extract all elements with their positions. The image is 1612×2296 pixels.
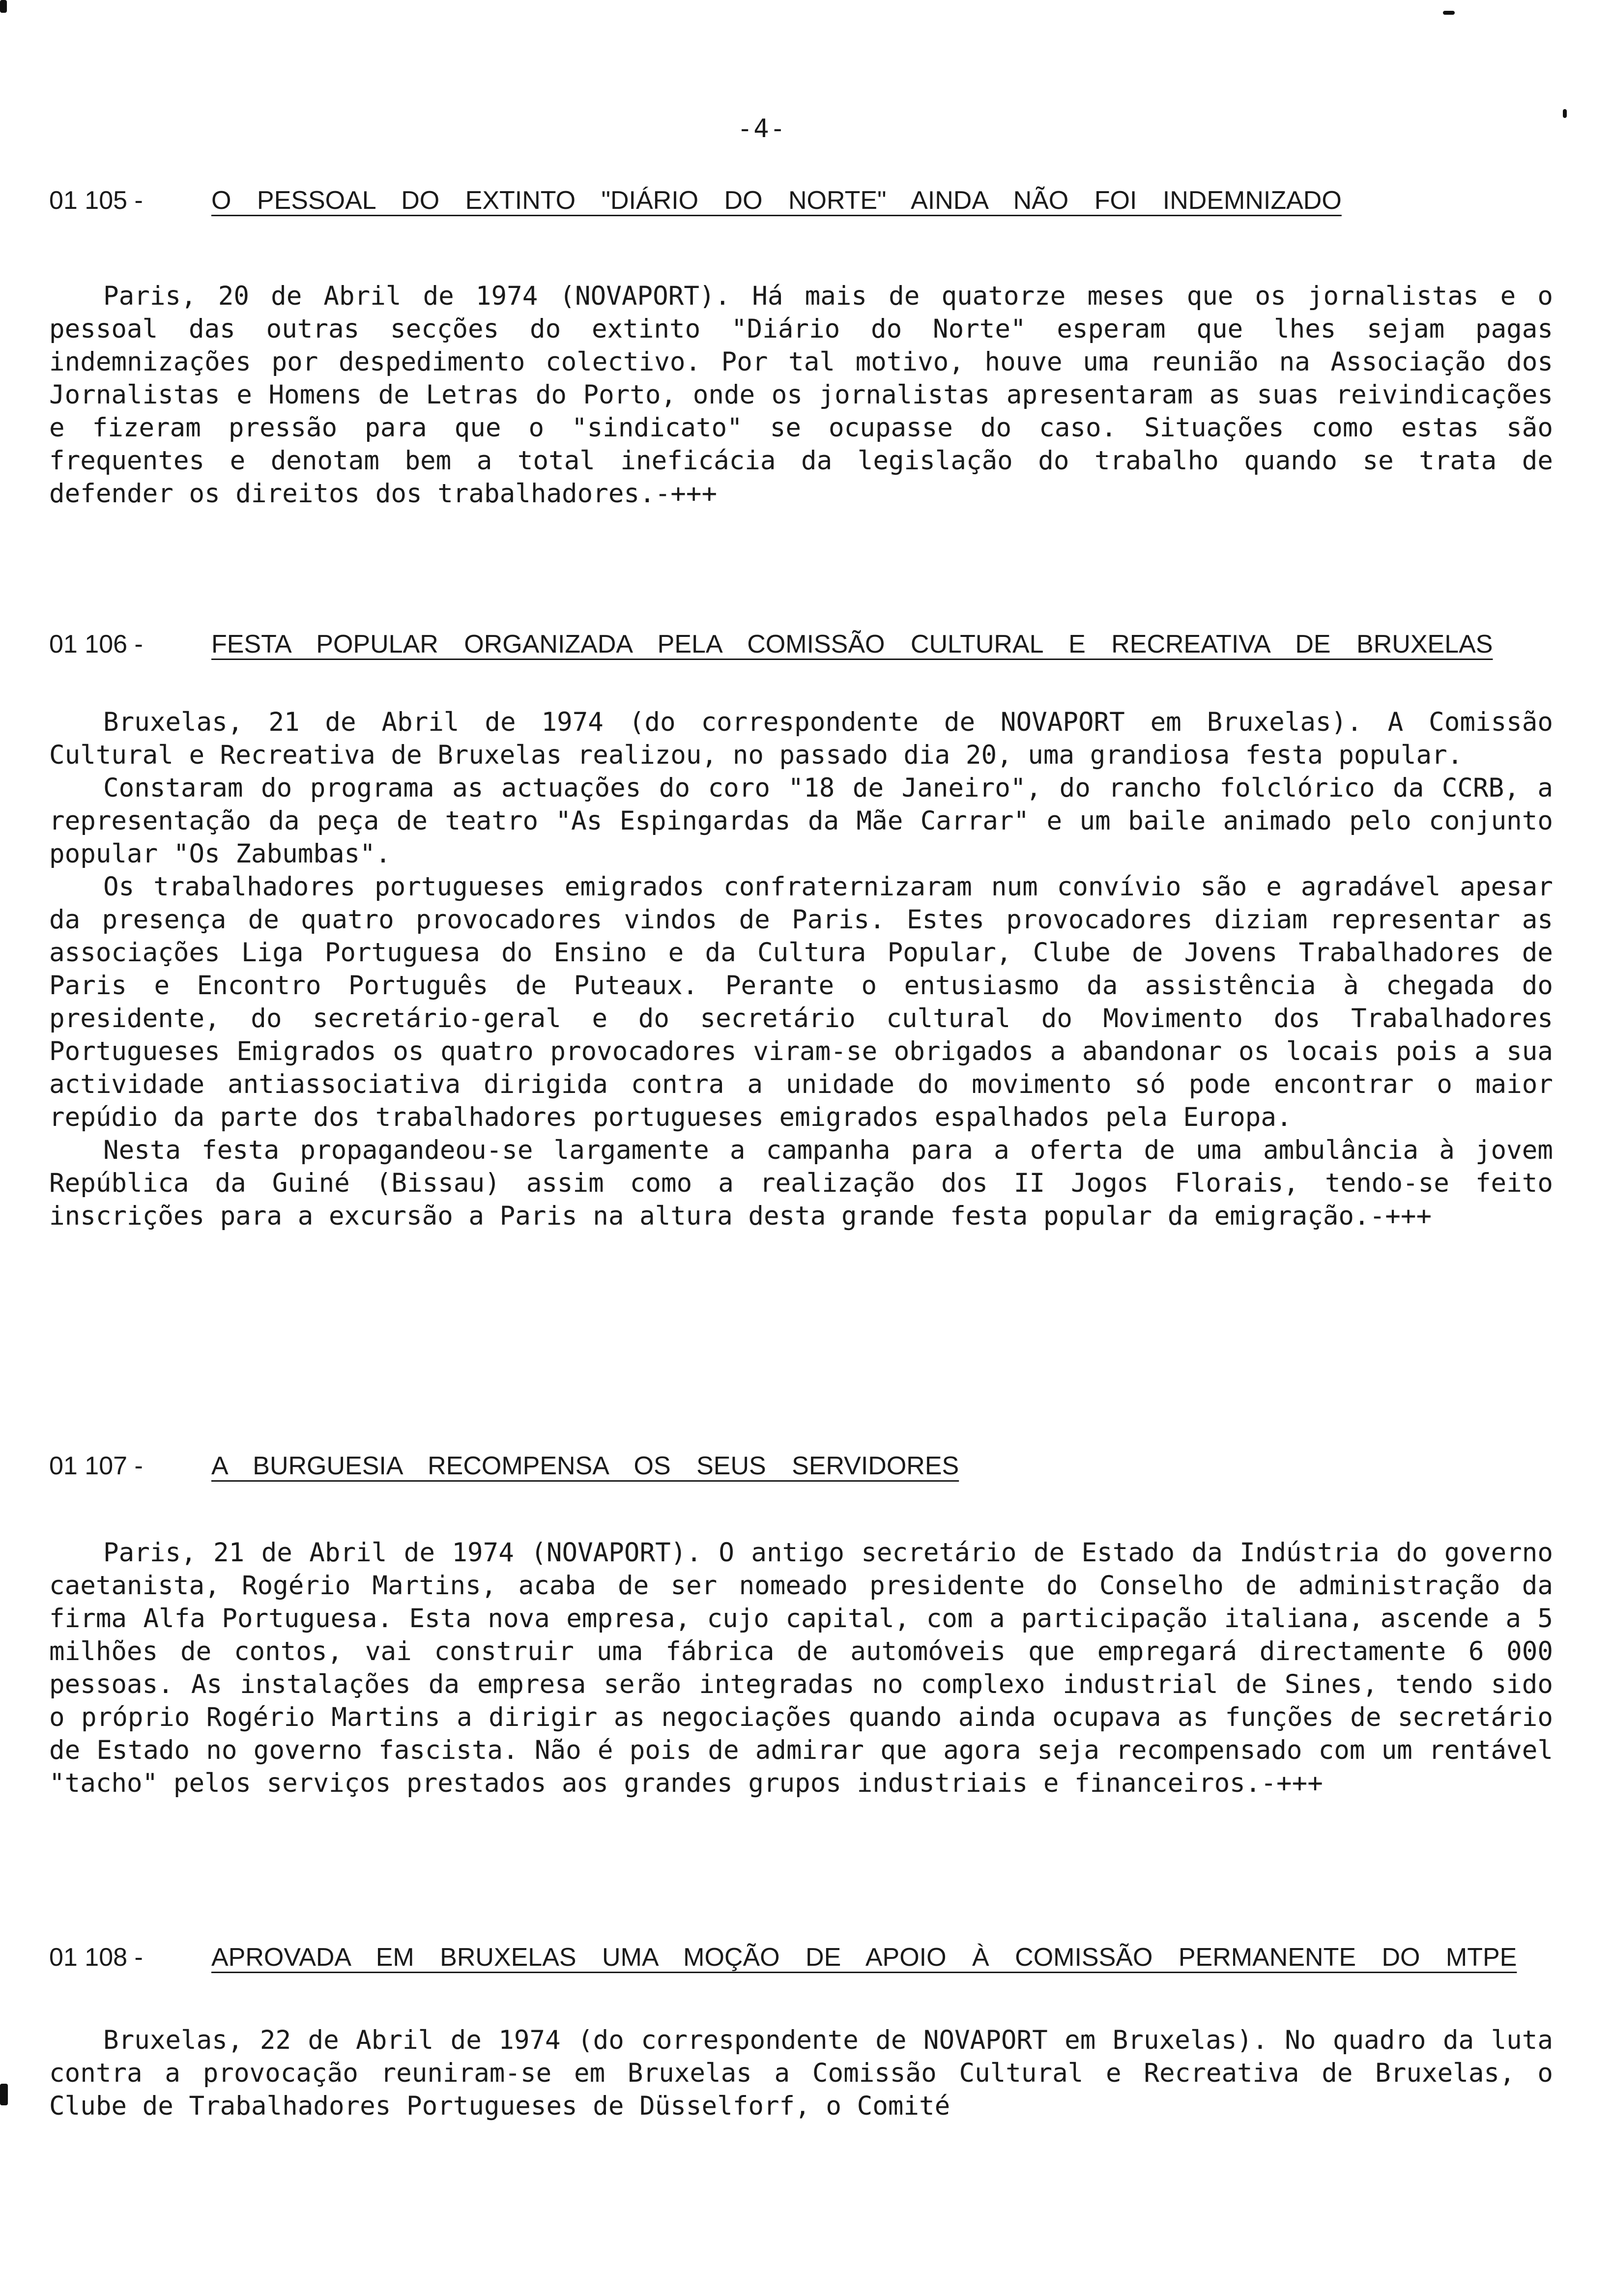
article-paragraph: Bruxelas, 22 de Abril de 1974 (do correspondente de NOVAPORT em Bruxelas). No quadro da luta contra a provocação reuniram-se em Bruxelas a Comissão Cultural e Recreativa de Bruxelas, o Clube de Trabalhadores Portugueses de Düsselforf, o Comité xyxy=(49,2025,1553,2121)
article-paragraph: Os trabalhadores portugueses emigrados confraternizaram num convívio são e agradável apesar da presença de quatro provocadores vindos de Paris. Estes provocadores diziam representar as associações Liga Portuguesa do Ensino e da Cultura Popular, Clube de Jovens Trabalhadores de Paris e Encontro Português de Puteaux. Perante o entusiasmo da assistência à chegada do presidente, do secretário-geral e do secretário cultural do Movimento dos Trabalhadores Portugueses Emigrados os quatro provocadores viram-se obrigados a abandonar os locais pois a sua actividade antiassociativa dirigida contra a unidade do movimento só pode encontrar o maior repúdio da parte dos trabalhadores portugueses emigrados espalhados pela Europa. xyxy=(49,872,1553,1132)
article-code: 01 105 - xyxy=(49,186,143,215)
article-01-106 xyxy=(49,623,1553,1233)
article-01-108 xyxy=(49,1936,1553,2123)
article-01-105 xyxy=(49,179,1553,510)
article-heading xyxy=(49,1445,1553,1487)
article-body xyxy=(49,1536,1553,1800)
article-code: 01 107 - xyxy=(49,1452,143,1480)
article-code: 01 106 - xyxy=(49,630,143,659)
article-title: APROVADA EM BRUXELAS UMA MOÇÃO DE APOIO À COMISSÃO PERMANENTE DO MTPE xyxy=(211,1943,1517,1972)
article-paragraph: Nesta festa propagandeou-se largamente a campanha para a oferta de uma ambulância à jovem República da Guiné (Bissau) assim como a realização dos II Jogos Florais, tendo-se feito inscrições para a excursão a Paris na altura desta grande festa popular da emigração.-+++ xyxy=(49,1135,1553,1231)
article-paragraph: Paris, 20 de Abril de 1974 (NOVAPORT). Há mais de quatorze meses que os jornalistas e o pessoal das outras secções do extinto "Diário do Norte" esperam que lhes sejam pagas indemnizações por despedimento colectivo. Por tal motivo, houve uma reunião na Associação dos Jornalistas e Homens de Letras do Porto, onde os jornalistas apresentaram as suas reivindicações e fizeram pressão para que o "sindicato" se ocupasse do caso. Situações como estas são frequentes e denotam bem a total ineficácia da legislação do trabalho quando se trata de defender os direitos dos trabalhadores.-+++ xyxy=(49,281,1553,509)
scan-mark xyxy=(1443,11,1455,15)
article-heading xyxy=(49,1936,1553,1979)
scan-mark xyxy=(1563,109,1567,118)
article-body xyxy=(49,2024,1553,2123)
article-heading xyxy=(49,623,1553,665)
article-title: A BURGUESIA RECOMPENSA OS SEUS SERVIDORES xyxy=(211,1452,959,1480)
article-body xyxy=(49,280,1553,510)
page-number: -4- xyxy=(737,114,786,144)
article-code: 01 108 - xyxy=(49,1943,143,1972)
scan-mark xyxy=(0,0,7,13)
article-body xyxy=(49,706,1553,1233)
article-01-107 xyxy=(49,1445,1553,1800)
article-paragraph: Constaram do programa as actuações do coro "18 de Janeiro", do rancho folclórico da CCRB, a representação da peça de teatro "As Espingardas da Mãe Carrar" e um baile animado pelo conjunto popular "Os Zabumbas". xyxy=(49,773,1553,869)
article-heading xyxy=(49,179,1553,222)
scan-mark xyxy=(0,2084,8,2105)
article-title: O PESSOAL DO EXTINTO "DIÁRIO DO NORTE" AINDA NÃO FOI INDEMNIZADO xyxy=(211,186,1342,215)
article-paragraph: Paris, 21 de Abril de 1974 (NOVAPORT). O antigo secretário de Estado da Indústria do governo caetanista, Rogério Martins, acaba de ser nomeado presidente do Conselho de administração da firma Alfa Portuguesa. Esta nova empresa, cujo capital, com a participação italiana, ascende a 5 milhões de contos, vai construir uma fábrica de automóveis que empregará directamente 6 000 pessoas. As instalações da empresa serão integradas no complexo industrial de Sines, tendo sido o próprio Rogério Martins a dirigir as negociações quando ainda ocupava as funções de secretário de Estado no governo fascista. Não é pois de admirar que agora seja recompensado com um rentável "tacho" pelos serviços prestados aos grandes grupos industriais e financeiros.-+++ xyxy=(49,1538,1553,1798)
article-paragraph: Bruxelas, 21 de Abril de 1974 (do correspondente de NOVAPORT em Bruxelas). A Comissão Cultural e Recreativa de Bruxelas realizou, no passado dia 20, uma grandiosa festa popular. xyxy=(49,707,1553,770)
article-title: FESTA POPULAR ORGANIZADA PELA COMISSÃO CULTURAL E RECREATIVA DE BRUXELAS xyxy=(211,630,1493,659)
